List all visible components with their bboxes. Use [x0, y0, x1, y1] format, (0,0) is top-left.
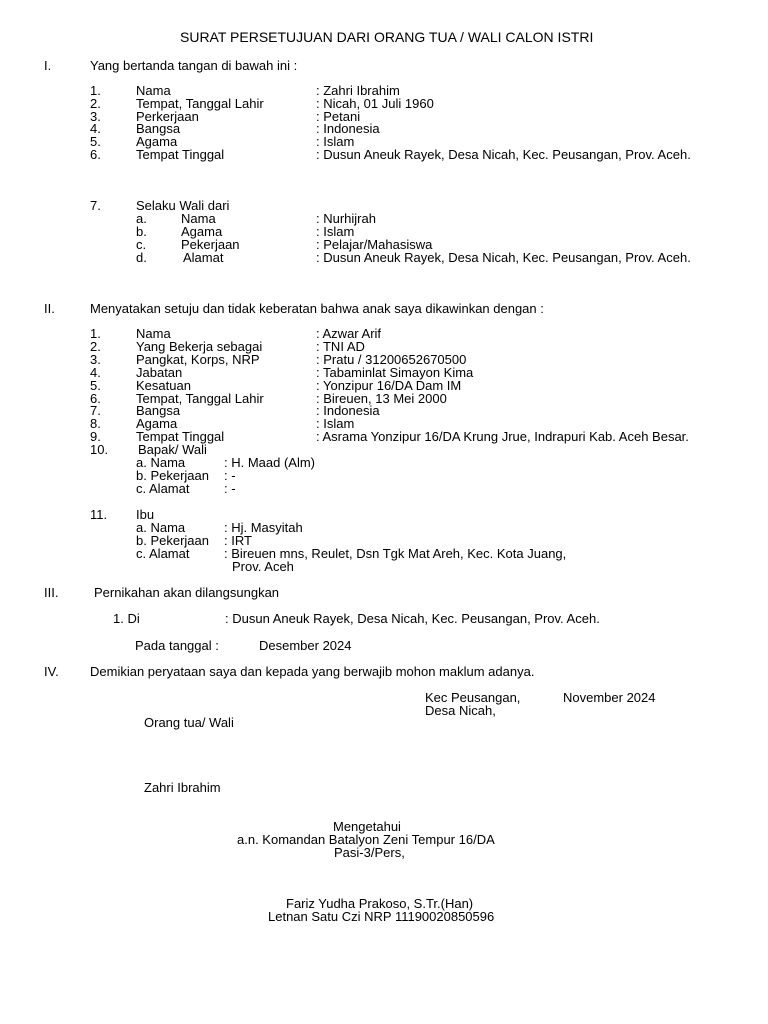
row-value: : Dusun Aneuk Rayek, Desa Nicah, Kec. Peusangan, Prov. Aceh.: [316, 250, 691, 265]
section-2-number: II.: [44, 301, 55, 316]
row-label: b. Pekerjaan: [136, 533, 209, 548]
row-label: c. Alamat: [136, 546, 190, 561]
letter-date: November 2024: [563, 690, 656, 705]
row-label: Pekerjaan: [181, 237, 240, 252]
approval-position: Pasi-3/Pers,: [334, 845, 405, 860]
row-value: : Asrama Yonzipur 16/DA Krung Jrue, Indrapuri Kab. Aceh Besar.: [316, 429, 689, 444]
row-value: : Dusun Aneuk Rayek, Desa Nicah, Kec. Peusangan, Prov. Aceh.: [316, 147, 691, 162]
row-value: : Pratu / 31200652670500: [316, 352, 467, 367]
row-value: : Tabaminlat Simayon Kima: [316, 365, 474, 380]
row-value: : Pelajar/Mahasiswa: [316, 237, 433, 252]
row-value: : Indonesia: [316, 121, 380, 136]
wali-label: Selaku Wali dari: [136, 198, 230, 213]
row-value: : -: [224, 481, 236, 496]
place-line-1: Kec Peusangan,: [425, 690, 521, 705]
row-value: : TNI AD: [316, 339, 365, 354]
row-value: : IRT: [224, 533, 252, 548]
approver-name: Fariz Yudha Prakoso, S.Tr.(Han): [286, 896, 474, 911]
location-label: 1. Di: [113, 611, 140, 626]
row-label: Tempat, Tanggal Lahir: [136, 391, 264, 406]
mother-address-continuation: Prov. Aceh: [232, 559, 294, 574]
row-label: b. Pekerjaan: [136, 468, 209, 483]
row-value: : Islam: [316, 224, 355, 239]
row-number: 1.: [90, 83, 101, 98]
section-4-text: Demikian peryataan saya dan kepada yang berwajib mohon maklum adanya.: [90, 664, 535, 679]
father-label: Bapak/ Wali: [138, 442, 207, 457]
place-line-2: Desa Nicah,: [425, 703, 496, 718]
section-4-number: IV.: [44, 664, 59, 679]
row-label: c. Alamat: [136, 481, 190, 496]
approval-heading: Mengetahui: [333, 819, 401, 834]
row-label: a. Nama: [136, 520, 186, 535]
row-number: 3.: [90, 109, 101, 124]
row-label: Nama: [136, 83, 171, 98]
row-label: Jabatan: [136, 365, 183, 380]
row-label: Bangsa: [136, 403, 181, 418]
row-label: Agama: [136, 134, 178, 149]
row-label: Agama: [136, 416, 178, 431]
row-number: 1.: [90, 326, 101, 341]
row-number: 2.: [90, 96, 101, 111]
row-label: Perkerjaan: [136, 109, 199, 124]
row-value: : Islam: [316, 416, 355, 431]
row-label: Bangsa: [136, 121, 181, 136]
row-value: : Hj. Masyitah: [224, 520, 303, 535]
row-label: Kesatuan: [136, 378, 191, 393]
mother-label: Ibu: [136, 507, 155, 522]
section-3-intro: Pernikahan akan dilangsungkan: [94, 585, 280, 600]
row-number: 9.: [90, 429, 101, 444]
letter-title: SURAT PERSETUJUAN DARI ORANG TUA / WALI CALON ISTRI: [180, 29, 594, 45]
row-label: Alamat: [183, 250, 224, 265]
signer-role: Orang tua/ Wali: [144, 715, 234, 730]
section-1-intro: Yang bertanda tangan di bawah ini :: [90, 58, 298, 73]
approver-rank: Letnan Satu Czi NRP 11190020850596: [268, 909, 495, 924]
row-label: a. Nama: [136, 455, 186, 470]
row-letter: c.: [136, 237, 147, 252]
wali-number: 7.: [90, 198, 101, 213]
row-value: : H. Maad (Alm): [224, 455, 316, 470]
row-label: Nama: [181, 211, 216, 226]
father-number: 10.: [90, 442, 109, 457]
row-label: Tempat Tinggal: [136, 147, 225, 162]
row-value: : Azwar Arif: [316, 326, 382, 341]
row-label: Pangkat, Korps, NRP: [136, 352, 260, 367]
row-label: Agama: [181, 224, 223, 239]
row-number: 2.: [90, 339, 101, 354]
date-value: Desember 2024: [259, 638, 352, 653]
section-1-number: I.: [44, 58, 52, 73]
date-label: Pada tanggal :: [135, 638, 219, 653]
row-value: : Nicah, 01 Juli 1960: [316, 96, 434, 111]
row-number: 4.: [90, 365, 101, 380]
row-number: 4.: [90, 121, 101, 136]
section-2-intro: Menyatakan setuju dan tidak keberatan bahwa anak saya dikawinkan dengan :: [90, 301, 544, 316]
row-letter: a.: [136, 211, 147, 226]
row-letter: b.: [136, 224, 147, 239]
row-label: Nama: [136, 326, 171, 341]
row-number: 5.: [90, 378, 101, 393]
row-number: 3.: [90, 352, 101, 367]
section-3-number: III.: [44, 585, 59, 600]
row-number: 7.: [90, 403, 101, 418]
mother-number: 11.: [90, 507, 108, 522]
row-number: 6.: [90, 391, 101, 406]
row-letter: d.: [136, 250, 147, 265]
row-label: Yang Bekerja sebagai: [136, 339, 263, 354]
location-value: : Dusun Aneuk Rayek, Desa Nicah, Kec. Peusangan, Prov. Aceh.: [225, 611, 600, 626]
row-value: : Nurhijrah: [316, 211, 376, 226]
row-value: : Indonesia: [316, 403, 380, 418]
row-number: 8.: [90, 416, 101, 431]
approval-on-behalf: a.n. Komandan Batalyon Zeni Tempur 16/DA: [237, 832, 495, 847]
row-number: 5.: [90, 134, 101, 149]
row-value: : Bireuen mns, Reulet, Dsn Tgk Mat Areh, Kec. Kota Juang,: [224, 546, 567, 561]
row-label: Tempat, Tanggal Lahir: [136, 96, 264, 111]
signer-name: Zahri Ibrahim: [144, 780, 221, 795]
row-value: : -: [224, 468, 236, 483]
row-value: : Yonzipur 16/DA Dam IM: [316, 378, 462, 393]
row-value: : Bireuen, 13 Mei 2000: [316, 391, 447, 406]
row-value: : Petani: [316, 109, 361, 124]
row-number: 6.: [90, 147, 101, 162]
row-value: : Islam: [316, 134, 355, 149]
row-label: Tempat Tinggal: [136, 429, 225, 444]
row-value: : Zahri Ibrahim: [316, 83, 400, 98]
